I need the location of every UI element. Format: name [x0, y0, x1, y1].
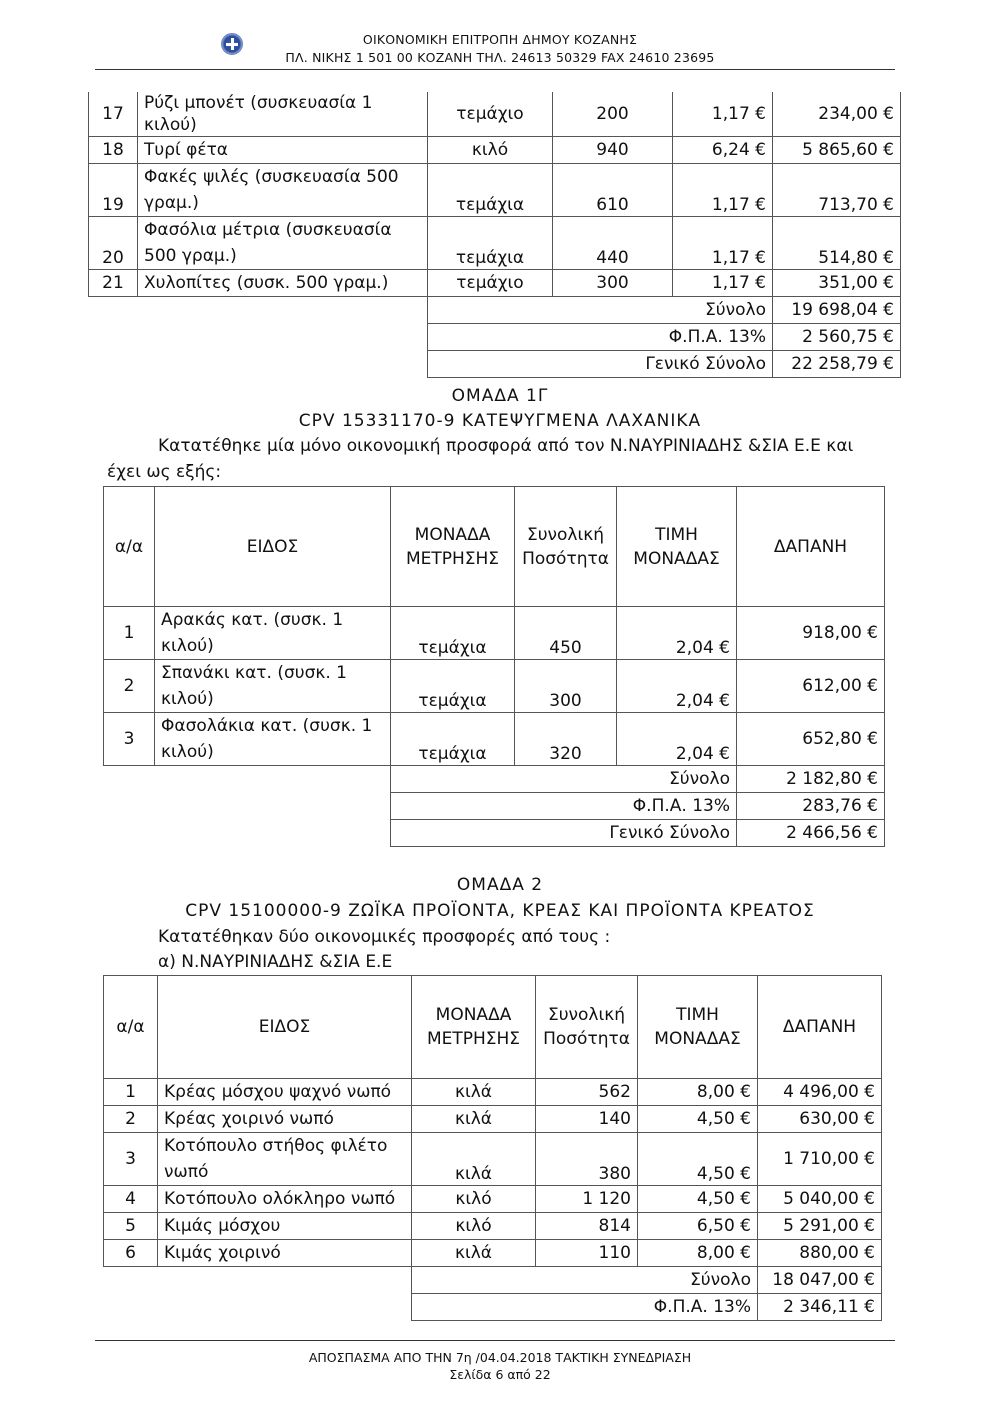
- group1g-title: ΟΜΑΔΑ 1Γ: [451, 386, 549, 406]
- row-number: 20: [89, 217, 138, 270]
- unit-price: 2,04 €: [617, 607, 737, 660]
- column-header-cost: ΔΑΠΑΝΗ: [758, 976, 882, 1079]
- subtotal-value: 19 698,04 €: [773, 297, 901, 324]
- group2-offer-text: Κατατέθηκαν δύο οικονομικές προσφορές από τους :: [158, 927, 611, 947]
- table-row: [104, 1186, 882, 1213]
- grand-total-row: [89, 351, 901, 378]
- table-row: [104, 713, 885, 766]
- table-row: [104, 1079, 882, 1106]
- table-row: [104, 660, 885, 713]
- unit: τεμάχια: [391, 713, 515, 766]
- table-group1g: [103, 486, 885, 847]
- quantity: 940: [553, 137, 673, 164]
- column-header-item: ΕΙΔΟΣ: [155, 487, 391, 607]
- item-name: Φακές ψιλές (συσκευασία 500 γραμ.): [138, 164, 428, 217]
- header-divider: [95, 69, 895, 70]
- column-header-item: ΕΙΔΟΣ: [158, 976, 412, 1079]
- footer-meeting: ΑΠΟΣΠΑΣΜΑ ΑΠΟ ΤΗΝ 7η /04.04.2018 ΤΑΚΤΙΚΗ ΣΥΝΕΔΡΙΑΣΗ: [308, 1350, 692, 1365]
- table-row: [89, 92, 901, 137]
- column-header-quantity: Συνολική Ποσότητα: [536, 976, 638, 1079]
- unit-price: 4,50 €: [638, 1106, 758, 1133]
- group1g-offer-text-cont: έχει ως εξής:: [107, 462, 222, 482]
- subtotal-row: [89, 297, 901, 324]
- row-number: 1: [104, 607, 155, 660]
- unit-price: 4,50 €: [638, 1186, 758, 1213]
- unit-price: 1,17 €: [673, 92, 773, 137]
- row-number: 19: [89, 164, 138, 217]
- column-header-no: α/α: [104, 976, 158, 1079]
- row-number: 17: [89, 92, 138, 137]
- grand-total-row: [104, 820, 885, 847]
- cost: 4 496,00 €: [758, 1079, 882, 1106]
- unit: τεμάχια: [428, 217, 553, 270]
- cost: 5 865,60 €: [773, 137, 901, 164]
- grand-total-label: Γενικό Σύνολο: [428, 351, 773, 378]
- column-header-price: ΤΙΜΗ ΜΟΝΑΔΑΣ: [617, 487, 737, 607]
- column-header-unit: ΜΟΝΑΔΑ ΜΕΤΡΗΣΗΣ: [391, 487, 515, 607]
- footer-divider: [95, 1340, 895, 1341]
- table-row: [104, 607, 885, 660]
- cost: 918,00 €: [737, 607, 885, 660]
- row-number: 1: [104, 1079, 158, 1106]
- header-organization: ΟΙΚΟΝΟΜΙΚΗ ΕΠΙΤΡΟΠΗ ΔΗΜΟΥ ΚΟΖΑΝΗΣ: [362, 32, 638, 47]
- row-number: 4: [104, 1186, 158, 1213]
- subtotal-value: 2 182,80 €: [737, 766, 885, 793]
- item-name: Σπανάκι κατ. (συσκ. 1 κιλού): [155, 660, 391, 713]
- table-row: [104, 1133, 882, 1186]
- unit-price: 2,04 €: [617, 713, 737, 766]
- vat-label: Φ.Π.Α. 13%: [412, 1294, 758, 1321]
- unit: κιλό: [412, 1213, 536, 1240]
- quantity: 300: [553, 270, 673, 297]
- vat-label: Φ.Π.Α. 13%: [391, 793, 737, 820]
- cost: 630,00 €: [758, 1106, 882, 1133]
- row-number: 2: [104, 660, 155, 713]
- unit: κιλό: [412, 1186, 536, 1213]
- cost: 713,70 €: [773, 164, 901, 217]
- header-address: ΠΛ. ΝΙΚΗΣ 1 501 00 ΚΟΖΑΝΗ ΤΗΛ. 24613 50329 FAX 24610 23695: [285, 50, 715, 65]
- vat-value: 283,76 €: [737, 793, 885, 820]
- item-name: Τυρί φέτα: [138, 137, 428, 164]
- row-number: 6: [104, 1240, 158, 1267]
- cost: 1 710,00 €: [758, 1133, 882, 1186]
- item-name: Κρέας μόσχου ψαχνό νωπό: [158, 1079, 412, 1106]
- group2-bidder-a: α) Ν.ΝΑΥΡΙΝΙΑΔΗΣ &ΣΙΑ Ε.Ε: [158, 952, 393, 972]
- row-number: 2: [104, 1106, 158, 1133]
- quantity: 440: [553, 217, 673, 270]
- quantity: 1 120: [536, 1186, 638, 1213]
- unit: κιλό: [428, 137, 553, 164]
- row-number: 3: [104, 1133, 158, 1186]
- column-header-no: α/α: [104, 487, 155, 607]
- group2-cpv: CPV 15100000-9 ΖΩΪΚΑ ΠΡΟΪΟΝΤΑ, ΚΡΕΑΣ ΚΑΙ ΠΡΟΪΟΝΤΑ ΚΡΕΑΤΟΣ: [185, 901, 815, 921]
- table-group1b-continuation: [88, 92, 901, 378]
- table-header-row: [104, 487, 885, 607]
- quantity: 610: [553, 164, 673, 217]
- quantity: 300: [515, 660, 617, 713]
- unit: τεμάχιο: [428, 270, 553, 297]
- grand-total-value: 22 258,79 €: [773, 351, 901, 378]
- row-number: 5: [104, 1213, 158, 1240]
- page-header: [0, 0, 1000, 70]
- item-name: Χυλοπίτες (συσκ. 500 γραμ.): [138, 270, 428, 297]
- unit: κιλά: [412, 1106, 536, 1133]
- vat-value: 2 346,11 €: [758, 1294, 882, 1321]
- item-name: Φασόλια μέτρια (συσκευασία 500 γραμ.): [138, 217, 428, 270]
- group1g-offer-text: Κατατέθηκε μία μόνο οικονομική προσφορά από τον Ν.ΝΑΥΡΙΝΙΑΔΗΣ &ΣΙΑ Ε.Ε και: [158, 436, 854, 456]
- unit: κιλά: [412, 1079, 536, 1106]
- subtotal-value: 18 047,00 €: [758, 1267, 882, 1294]
- unit-price: 8,00 €: [638, 1079, 758, 1106]
- table-group2-bidder-a: [103, 975, 882, 1321]
- column-header-quantity: Συνολική Ποσότητα: [515, 487, 617, 607]
- table-row: [104, 1213, 882, 1240]
- item-name: Κοτόπουλο ολόκληρο νωπό: [158, 1186, 412, 1213]
- vat-row: [89, 324, 901, 351]
- item-name: Κοτόπουλο στήθος φιλέτο νωπό: [158, 1133, 412, 1186]
- unit-price: 2,04 €: [617, 660, 737, 713]
- unit-price: 8,00 €: [638, 1240, 758, 1267]
- row-number: 21: [89, 270, 138, 297]
- cost: 5 040,00 €: [758, 1186, 882, 1213]
- item-name: Αρακάς κατ. (συσκ. 1 κιλού): [155, 607, 391, 660]
- column-header-price: ΤΙΜΗ ΜΟΝΑΔΑΣ: [638, 976, 758, 1079]
- cost: 880,00 €: [758, 1240, 882, 1267]
- subtotal-row: [104, 1267, 882, 1294]
- unit-price: 1,17 €: [673, 270, 773, 297]
- table-row: [104, 1106, 882, 1133]
- vat-value: 2 560,75 €: [773, 324, 901, 351]
- unit-price: 6,50 €: [638, 1213, 758, 1240]
- cost: 5 291,00 €: [758, 1213, 882, 1240]
- row-number: 3: [104, 713, 155, 766]
- unit: τεμάχια: [391, 660, 515, 713]
- cost: 234,00 €: [773, 92, 901, 137]
- column-header-unit: ΜΟΝΑΔΑ ΜΕΤΡΗΣΗΣ: [412, 976, 536, 1079]
- quantity: 450: [515, 607, 617, 660]
- unit: κιλά: [412, 1240, 536, 1267]
- quantity: 320: [515, 713, 617, 766]
- quantity: 140: [536, 1106, 638, 1133]
- table-row: [104, 1240, 882, 1267]
- unit: κιλά: [412, 1133, 536, 1186]
- unit: τεμάχιο: [428, 92, 553, 137]
- subtotal-row: [104, 766, 885, 793]
- quantity: 110: [536, 1240, 638, 1267]
- vat-label: Φ.Π.Α. 13%: [428, 324, 773, 351]
- table-row: [89, 164, 901, 217]
- unit-price: 1,17 €: [673, 217, 773, 270]
- group1g-cpv: CPV 15331170-9 ΚΑΤΕΨΥΓΜΕΝΑ ΛΑΧΑΝΙΚΑ: [298, 411, 702, 431]
- vat-row: [104, 793, 885, 820]
- cost: 652,80 €: [737, 713, 885, 766]
- unit: τεμάχια: [428, 164, 553, 217]
- subtotal-label: Σύνολο: [391, 766, 737, 793]
- unit-price: 6,24 €: [673, 137, 773, 164]
- item-name: Κρέας χοιρινό νωπό: [158, 1106, 412, 1133]
- table-row: [89, 270, 901, 297]
- quantity: 200: [553, 92, 673, 137]
- subtotal-label: Σύνολο: [412, 1267, 758, 1294]
- column-header-cost: ΔΑΠΑΝΗ: [737, 487, 885, 607]
- item-name: Φασολάκια κατ. (συσκ. 1 κιλού): [155, 713, 391, 766]
- grand-total-value: 2 466,56 €: [737, 820, 885, 847]
- quantity: 562: [536, 1079, 638, 1106]
- cost: 514,80 €: [773, 217, 901, 270]
- table-row: [89, 137, 901, 164]
- row-number: 18: [89, 137, 138, 164]
- unit-price: 4,50 €: [638, 1133, 758, 1186]
- cost: 351,00 €: [773, 270, 901, 297]
- unit: τεμάχια: [391, 607, 515, 660]
- subtotal-label: Σύνολο: [428, 297, 773, 324]
- group2-title: ΟΜΑΔΑ 2: [456, 875, 544, 895]
- cost: 612,00 €: [737, 660, 885, 713]
- table-row: [89, 217, 901, 270]
- page-number: Σελίδα 6 από 22: [449, 1367, 551, 1382]
- item-name: Κιμάς χοιρινό: [158, 1240, 412, 1267]
- vat-row: [104, 1294, 882, 1321]
- quantity: 814: [536, 1213, 638, 1240]
- table-header-row: [104, 976, 882, 1079]
- item-name: Κιμάς μόσχου: [158, 1213, 412, 1240]
- quantity: 380: [536, 1133, 638, 1186]
- item-name: Ρύζι μπονέτ (συσκευασία 1 κιλού): [138, 92, 428, 137]
- unit-price: 1,17 €: [673, 164, 773, 217]
- grand-total-label: Γενικό Σύνολο: [391, 820, 737, 847]
